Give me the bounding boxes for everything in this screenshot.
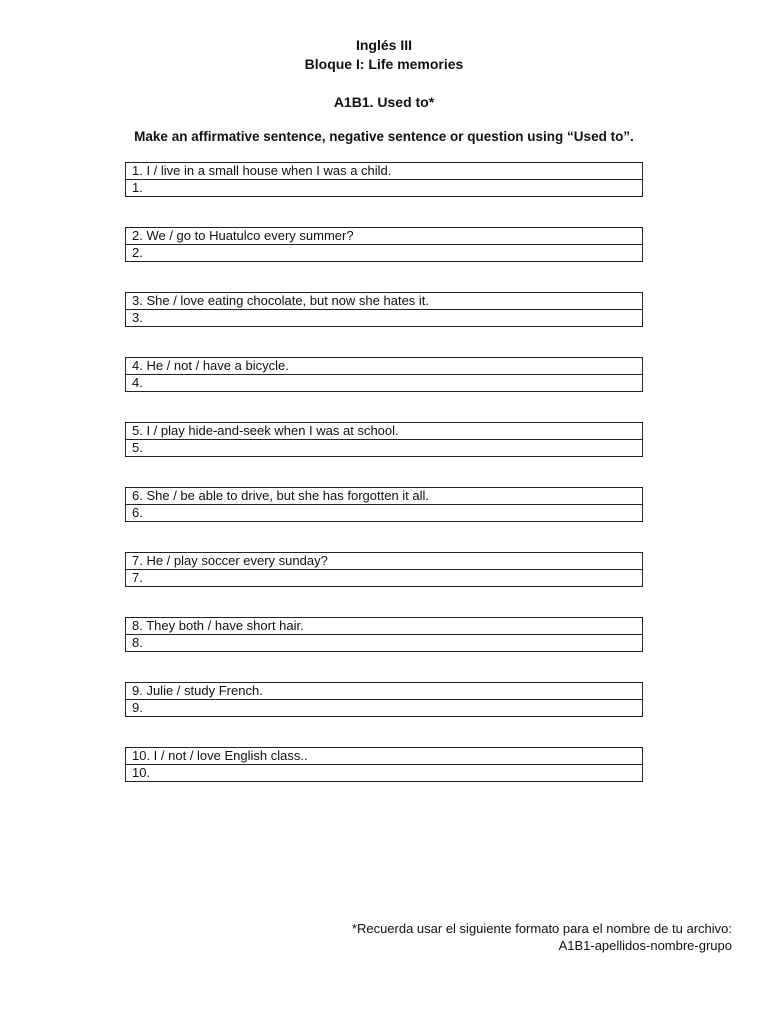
exercise-4 <box>125 357 643 392</box>
answer-field[interactable]: 3. <box>132 310 143 325</box>
exercise-5 <box>125 422 643 457</box>
answer-field[interactable]: 10. <box>132 765 151 780</box>
exercise-prompt: 2. We / go to Huatulco every summer? <box>126 228 642 245</box>
exercise-list <box>125 162 643 812</box>
exercise-prompt: 4. He / not / have a bicycle. <box>126 358 642 375</box>
exercise-prompt: 7. He / play soccer every sunday? <box>126 553 642 570</box>
filename-format: A1B1-apellidos-nombre-grupo <box>558 938 732 953</box>
activity-title: A1B1. Used to* <box>333 94 435 110</box>
exercise-7 <box>125 552 643 587</box>
exercise-8 <box>125 617 643 652</box>
exercise-prompt: 8. They both / have short hair. <box>126 618 642 635</box>
answer-field[interactable]: 4. <box>132 375 143 390</box>
exercise-prompt: 1. I / live in a small house when I was a child. <box>126 163 642 180</box>
exercise-prompt: 9. Julie / study French. <box>126 683 642 700</box>
course-title: Inglés III <box>355 37 412 53</box>
answer-field[interactable]: 9. <box>132 700 143 715</box>
exercise-9 <box>125 682 643 717</box>
exercise-prompt: 3. She / love eating chocolate, but now she hates it. <box>126 293 642 310</box>
exercise-6 <box>125 487 643 522</box>
instructions: Make an affirmative sentence, negative sentence or question using “Used to”. <box>134 129 634 144</box>
exercise-prompt: 10. I / not / love English class.. <box>126 748 642 765</box>
exercise-2 <box>125 227 643 262</box>
block-title: Bloque I: Life memories <box>304 56 464 72</box>
answer-field[interactable]: 5. <box>132 440 143 455</box>
exercise-3 <box>125 292 643 327</box>
exercise-1 <box>125 162 643 197</box>
answer-field[interactable]: 8. <box>132 635 143 650</box>
exercise-10 <box>125 747 643 782</box>
footer-note: *Recuerda usar el siguiente formato para el nombre de tu archivo: <box>351 921 732 936</box>
answer-field[interactable]: 6. <box>132 505 143 520</box>
answer-field[interactable]: 2. <box>132 245 143 260</box>
answer-field[interactable]: 1. <box>132 180 143 195</box>
exercise-prompt: 5. I / play hide-and-seek when I was at school. <box>126 423 642 440</box>
footer-note-block <box>352 920 732 954</box>
exercise-prompt: 6. She / be able to drive, but she has forgotten it all. <box>126 488 642 505</box>
answer-field[interactable]: 7. <box>132 570 143 585</box>
